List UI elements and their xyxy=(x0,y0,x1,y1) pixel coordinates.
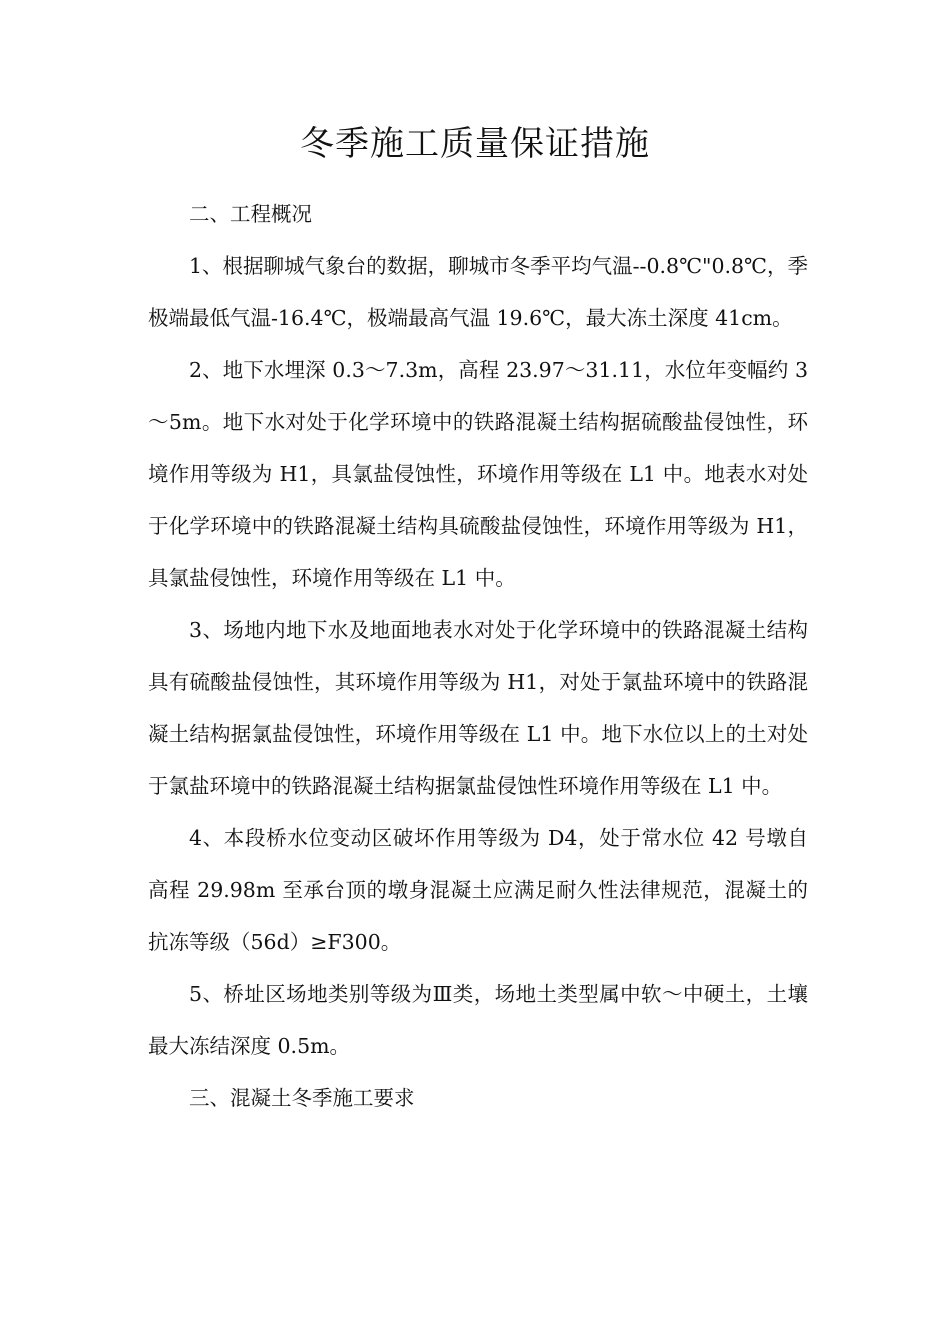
paragraph-bridge-durability: 4、本段桥水位变动区破坏作用等级为 D4，处于常水位 42 号墩自高程 29.98m 至承台顶的墩身混凝土应满足耐久性法律规范，混凝土的抗冻等级（56d）≥F300。 xyxy=(148,826,808,954)
section-heading-overview: 二、工程概况 xyxy=(189,202,312,226)
section-heading-winter-requirements: 三、混凝土冬季施工要求 xyxy=(189,1086,415,1110)
document-title: 冬季施工质量保证措施 xyxy=(300,124,650,164)
document-body xyxy=(148,188,808,1124)
paragraph-site-water: 3、场地内地下水及地面地表水对处于化学环境中的铁路混凝土结构具有硫酸盐侵蚀性，其环境作用等级为 H1，对处于氯盐环境中的铁路混凝土结构据氯盐侵蚀性，环境作用等级在 L1 中。地下水位以上的土对处于氯盐环境中的铁路混凝土结构据氯盐侵蚀性环境作用等级在 L1 中。 xyxy=(148,618,808,798)
paragraph-groundwater: 2、地下水埋深 0.3～7.3m，高程 23.97～31.11，水位年变幅约 3～5m。地下水对处于化学环境中的铁路混凝土结构据硫酸盐侵蚀性，环境作用等级为 H1，具氯盐侵蚀性，环境作用等级在 L1 中。地表水对处于化学环境中的铁路混凝土结构具硫酸盐侵蚀性，环境作用等级为 H1，具氯盐侵蚀性，环境作用等级在 L1 中。 xyxy=(148,358,808,590)
paragraph-climate: 1、根据聊城气象台的数据，聊城市冬季平均气温--0.8℃"0.8℃，季极端最低气温-16.4℃，极端最高气温 19.6℃，最大冻土深度 41cm。 xyxy=(148,254,808,330)
paragraph-site-category: 5、桥址区场地类别等级为Ⅲ类，场地土类型属中软～中硬土，土壤最大冻结深度 0.5m。 xyxy=(148,982,808,1058)
